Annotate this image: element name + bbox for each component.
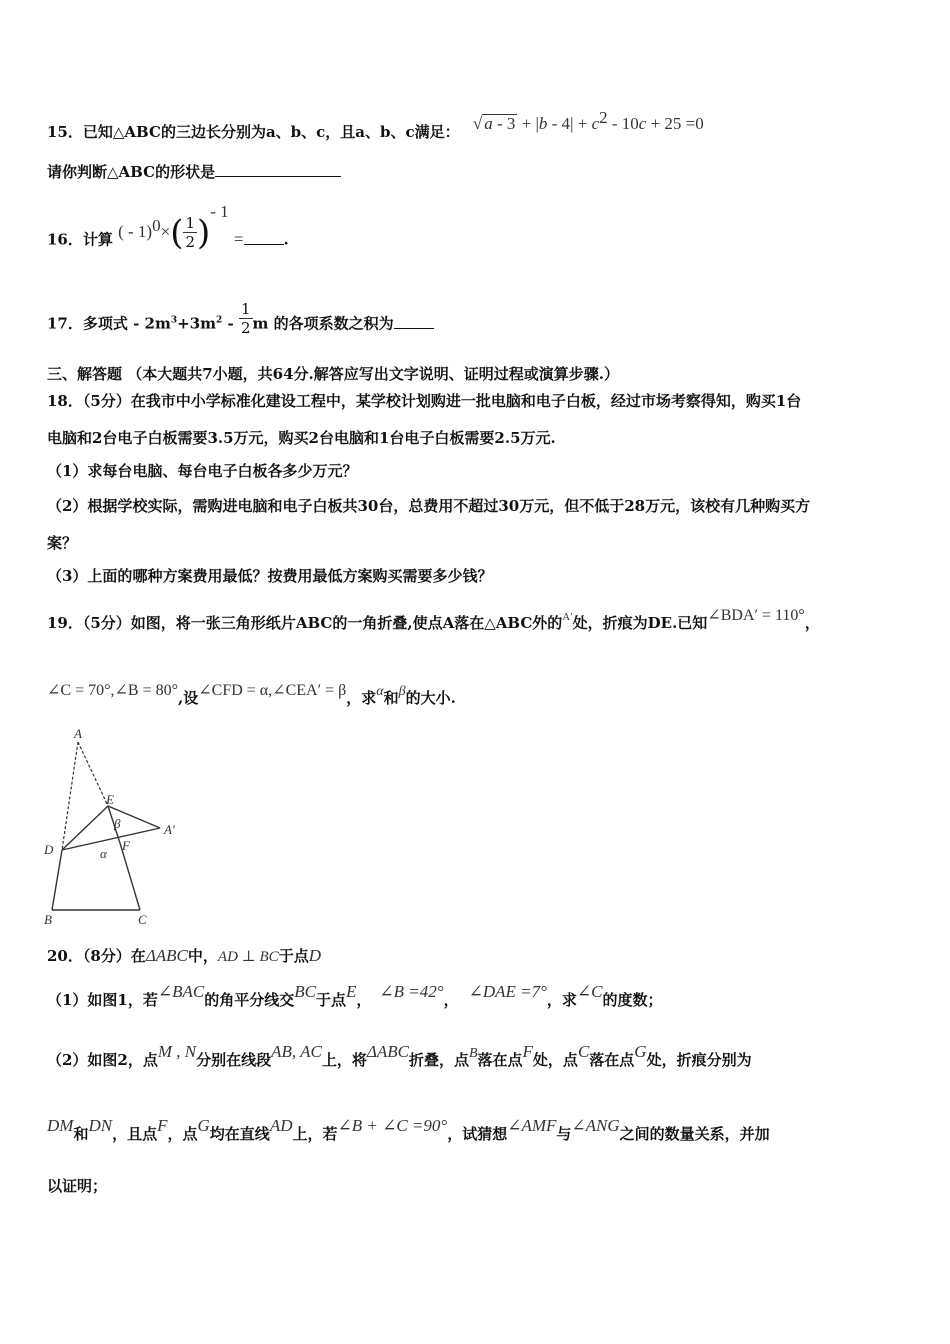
label-a-prime: A′ [164, 822, 175, 837]
q20-angle-c: ∠C [576, 982, 603, 1001]
q20-b: B [468, 1046, 478, 1061]
answer-blank[interactable] [394, 314, 434, 329]
side-cf [120, 843, 140, 910]
triangle-fold-figure [40, 728, 190, 928]
q20-mn: M , N [157, 1042, 197, 1061]
q20-p2-t7: 落在点 [589, 1051, 635, 1069]
q20-line3 [47, 1116, 770, 1144]
q15-rest: - 10 [607, 114, 639, 133]
q19-angles-cb: ∠C = 70°,∠B = 80° [47, 682, 178, 699]
q16-formula: ( - 1)$^0$×( $\frac{1}{2}$ )$^{- 1}$ [118, 201, 229, 253]
line-da [62, 828, 160, 850]
q15-var-b: b [538, 114, 548, 133]
q18-part2a: （2）根据学校实际，需购进电脑和电子白板共30台，总费用不超过30万元，但不低于28万元，该校有几种购买方 [47, 497, 811, 515]
q20-l3-t2: ，点 [167, 1125, 198, 1143]
q17-minus: - [222, 314, 239, 333]
q18-line1: 18．（5分）在我市中小学标准化建设工程中，某学校计划购进一批电脑和电子白板，经过市场考察得知，购买1台 [47, 392, 802, 410]
q20-tri2: ΔABC [366, 1042, 409, 1061]
q19-text3: ,设 [178, 689, 199, 707]
label-f: F [122, 838, 130, 853]
q16-exp-neg1: - 1 [210, 201, 229, 221]
q15-var-c: c [591, 114, 600, 133]
q20-line4: 以证明； [47, 1177, 108, 1195]
label-alpha: α [100, 846, 107, 861]
q20-sep1: ， [356, 991, 372, 1009]
q17-p2: 2 [216, 315, 223, 326]
q20-part1 [47, 982, 663, 1010]
q15-minus3: - 3 [492, 114, 516, 133]
q20-sep2: ， [443, 991, 459, 1009]
q15-minus4: - 4 [547, 114, 571, 133]
q19-line2 [47, 682, 456, 710]
q20-l3-t4: 上，若 [292, 1125, 338, 1143]
section-heading: 三、解答题 （本大题共7小题，共64分.解答应写出文字说明、证明过程或演算步骤.） [47, 365, 619, 383]
answer-blank[interactable] [244, 230, 284, 245]
q20-p1-t5: 的度数； [602, 991, 663, 1009]
side-db [52, 850, 62, 910]
q15-line2 [47, 162, 341, 182]
q20-amf: ∠AMF [507, 1116, 557, 1135]
q20-p2-t2: 分别在线段 [196, 1051, 272, 1069]
q20-bc: BC [294, 982, 316, 1001]
q20-f2: F [157, 1116, 168, 1135]
q19-comma: ， [804, 614, 820, 632]
q16-times: × [160, 221, 171, 241]
q16-end: . [283, 230, 289, 249]
q19-alpha: α [376, 684, 384, 699]
q20-abac: AB, AC [271, 1042, 322, 1061]
q20-g: G [634, 1042, 647, 1061]
q20-yu: 与 [556, 1125, 572, 1143]
q20-p1-t4: ，求 [546, 991, 577, 1009]
q15-text: 15．已知△ABC的三边长分别为a、b、c，且a、b、c满足： [47, 123, 460, 141]
label-d: D [44, 842, 54, 857]
label-a: A [74, 728, 82, 741]
q17-mid: +3m [177, 314, 217, 333]
q17-line [47, 300, 434, 343]
label-b: B [44, 912, 52, 927]
q20-p2-t5: 落在点 [477, 1051, 523, 1069]
q20-p1-t2: 的角平分线交 [204, 991, 295, 1009]
q20-prefix: 20．（8分）在 [47, 947, 146, 965]
q18-part2b: 案？ [47, 534, 78, 552]
q19-angles-def: ∠CFD = α,∠CEA′ = β [198, 682, 347, 699]
q20-part2 [47, 1042, 752, 1072]
q20-tri: ΔABC [145, 946, 188, 965]
q15-line1 [47, 108, 704, 142]
q20-d: D [308, 946, 321, 965]
q19-and: 和 [383, 689, 399, 707]
q20-dm: DM [47, 1116, 74, 1135]
q15-end: + 25 =0 [646, 114, 704, 133]
q19-a-prime: A′ [562, 611, 573, 623]
q20-c: C [577, 1042, 590, 1061]
q20-l3-t1: ，且点 [112, 1125, 158, 1143]
q20-he: 和 [73, 1125, 89, 1143]
q20-line1 [47, 946, 321, 967]
label-e: E [106, 792, 114, 807]
q16-num: 1 [185, 214, 195, 232]
q20-p2-prefix: （2）如图2，点 [47, 1051, 158, 1069]
dashed-line-ad [62, 742, 78, 850]
q16-den: 2 [185, 233, 195, 251]
q20-bc90: ∠B + ∠C =90° [337, 1116, 448, 1135]
q16-prefix: 16．计算 [47, 230, 113, 249]
q18-part1: （1）求每台电脑、每台电子白板各多少万元？ [47, 462, 358, 480]
q15-var-a: a [484, 114, 493, 133]
q20-ang: ∠ANG [571, 1116, 620, 1135]
q20-perp: AD ⊥ BC [217, 949, 279, 965]
q18-line2: 电脑和2台电子白板需要3.5万元，购买2台电脑和1台电子白板需要2.5万元. [47, 429, 556, 447]
q20-p1-prefix: （1）如图1，若 [47, 991, 158, 1009]
q20-p2-t6: 处，点 [532, 1051, 578, 1069]
q20-dn: DN [88, 1116, 113, 1135]
q19-line1 [47, 607, 820, 635]
q20-p2-t4: 折叠，点 [408, 1051, 469, 1069]
q20-l3-t5: ，试猜想 [447, 1125, 508, 1143]
q18-part3: （3）上面的哪种方案费用最低？按费用最低方案购买需要多少钱？ [47, 567, 493, 585]
q20-angle-dae: ∠DAE =7° [468, 982, 547, 1001]
q20-g2: G [197, 1116, 210, 1135]
q16-base: ( - 1) [118, 221, 153, 241]
q15-question: 请你判断△ABC的形状是 [47, 163, 216, 181]
q20-p1-t3: 于点 [315, 991, 346, 1009]
q16-equals: = [233, 229, 244, 249]
q19-text5: 的大小. [405, 689, 456, 707]
q20-l3-t3: 均在直线 [209, 1125, 270, 1143]
q20-mid: 中， [187, 947, 218, 965]
label-c: C [138, 912, 147, 927]
q20-l3-t6: 之间的数量关系，并加 [619, 1125, 770, 1143]
q17-den: 2 [240, 319, 251, 337]
q17-num: 1 [240, 300, 251, 318]
q19-angle-bda: ∠BDA′ = 110° [707, 607, 805, 624]
q20-ad: AD [269, 1116, 293, 1135]
q20-p2-t8: 处，折痕分别为 [646, 1051, 752, 1069]
fold-line-de [62, 806, 108, 850]
q17-prefix: 17．多项式 - 2m [47, 314, 171, 333]
q17-suffix: m 的各项系数之积为 [252, 314, 394, 333]
q19-text4: ，求 [346, 689, 377, 707]
q16-line [47, 201, 289, 259]
q20-suffix: 于点 [278, 947, 309, 965]
q15-var-c2: c [638, 114, 647, 133]
q16-exp0: 0 [152, 215, 161, 235]
q15-formula: √ $a - 3 + |b - 4| + c^2 - 10c + 25 =0$ [472, 108, 704, 133]
label-beta: β [114, 816, 121, 831]
q19-text1: 19．（5分）如图，将一张三角形纸片ABC的一角折叠,使点A落在△ABC外的 [47, 614, 563, 632]
q20-bac: ∠BAC [157, 982, 205, 1001]
q20-e: E [346, 982, 357, 1001]
q20-p2-t3: 上，将 [321, 1051, 367, 1069]
q20-f: F [522, 1042, 533, 1061]
q17-p1: 3 [170, 315, 178, 326]
dashed-line-ae [78, 742, 108, 806]
answer-blank[interactable] [215, 162, 341, 177]
q20-angle-b: ∠B =42° [379, 982, 444, 1001]
q19-text2: 处，折痕为DE.已知 [572, 614, 708, 632]
q19-beta: β [398, 684, 406, 699]
